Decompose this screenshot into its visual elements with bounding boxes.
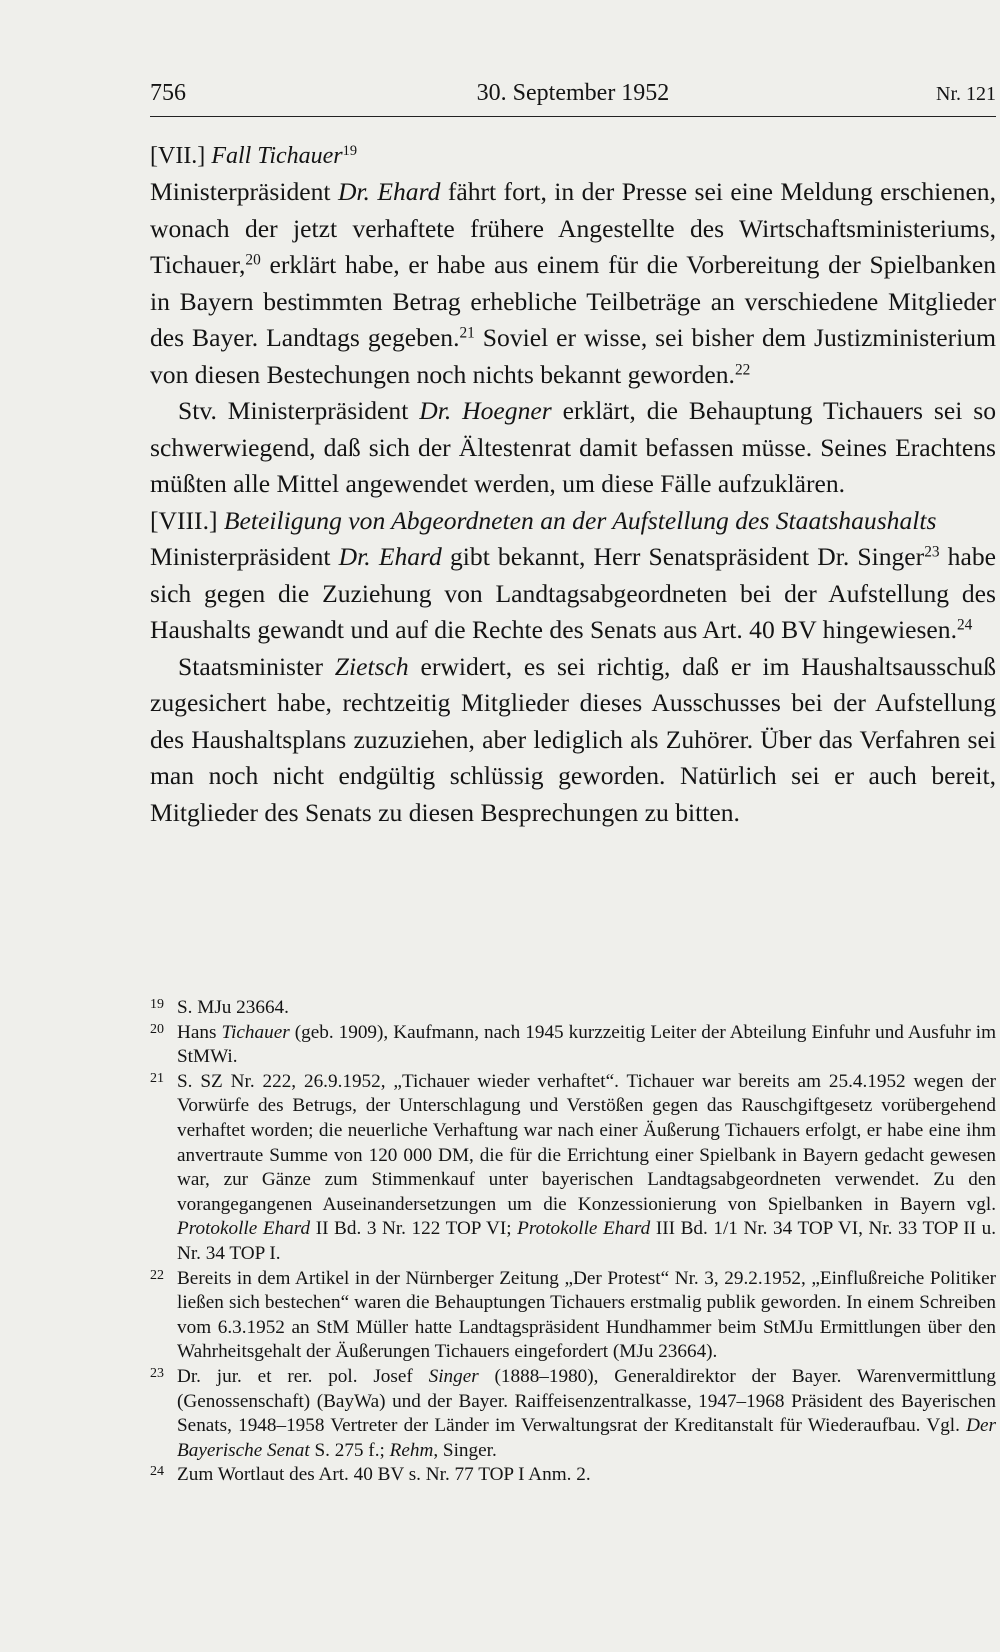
footnote-text: Zum Wortlaut des Art. 40 BV s. Nr. 77 TOP I Anm. 2. <box>177 1464 591 1486</box>
paragraph <box>150 174 996 393</box>
footnote-text: (1888–1980), Generaldirektor der Bayer. Warenvermittlung (Genossenschaft) (BayWa) und der Bayer. Raiffeisenzentralkasse, 1947–1968 Präsident des Bayerischen Senats, 1948–1958 Vertreter der Länder im Verwaltungsrat der Kreditanstalt für Wiederaufbau. Vgl. <box>177 1365 997 1437</box>
paragraph <box>150 393 996 503</box>
footnote-ref: 19 <box>342 143 358 160</box>
header-date: 30. September 1952 <box>476 80 670 106</box>
section-title: Fall Tichauer <box>211 143 343 169</box>
main-text <box>150 138 996 831</box>
text-run: Ministerpräsident <box>150 177 338 206</box>
footnote-ref: 24 <box>957 616 973 634</box>
text-run: erwidert, es sei richtig, daß er im Haushaltsausschuß zugesichert habe, rechtzeitig Mitglieder dieses Ausschusses bei der Aufstellung des Haushaltsplans zuzuziehen, aber lediglich als Zuhörer. Über das Verfahren sei man noch nicht endgültig schlüssig geworden. Natürlich sei er auch bereit, Mitglieder des Senats zu diesen Besprechungen zu bitten. <box>150 651 996 827</box>
footnote-text: Tichauer <box>221 1021 290 1043</box>
section-title: Beteiligung von Abgeordneten an der Aufstellung des Staatshaushalts <box>223 505 937 535</box>
footnote-number: 21 <box>150 1070 164 1086</box>
footnote <box>150 996 996 1021</box>
paragraph <box>150 649 996 832</box>
footnote-number: 24 <box>150 1464 164 1480</box>
running-header <box>150 80 996 110</box>
footnote-text: Dr. jur. et rer. pol. Josef <box>177 1365 429 1387</box>
section-number: [VII.] <box>150 143 206 169</box>
text-run: Staatsminister <box>178 651 335 681</box>
footnote-ref: 22 <box>734 361 751 379</box>
page-number: 756 <box>150 80 186 106</box>
speaker-name: Hoegner <box>462 396 552 425</box>
footnote <box>150 1267 996 1365</box>
footnote <box>150 1070 996 1267</box>
footnote-number: 22 <box>150 1267 164 1283</box>
footnote-ref: 21 <box>459 324 475 342</box>
footnote-text: Protokolle Ehard <box>517 1218 651 1240</box>
footnote-text: Hans <box>177 1021 222 1043</box>
issue-number: Nr. 121 <box>936 83 996 105</box>
section-number: [VIII.] <box>150 505 218 535</box>
speaker-name: Ehard <box>378 542 442 571</box>
header-rule <box>150 116 996 117</box>
text-run: Soviel er wisse, sei bisher dem Justizministerium von diesen Bestechungen noch nichts bekannt geworden. <box>150 323 996 389</box>
text-run: fährt fort, in der Presse sei eine Meldung erschienen, wonach der jetzt verhaftete frühere Angestellte des Wirtschaftsministeriums, Tichauer, <box>150 177 997 279</box>
text-run: erklärt, die Behauptung Tichauers sei so schwerwiegend, daß sich der Ältestenrat damit befassen müsse. Seines Erachtens müßten alle Mittel angewendet werden, um diese Fälle aufzuklären. <box>150 396 997 498</box>
footnote-text: Protokolle Ehard <box>177 1218 311 1240</box>
text-run: Ministerpräsident <box>150 542 339 571</box>
footnote-text: Singer <box>428 1365 479 1387</box>
paragraph <box>150 539 996 649</box>
footnote <box>150 1463 996 1488</box>
footnote-number: 23 <box>150 1365 164 1381</box>
text-run: habe sich gegen die Zuziehung von Landtagsabgeordneten bei der Aufstellung des Haushalts gewandt und auf die Rechte des Senats aus Art. 40 BV hingewiesen. <box>150 542 996 644</box>
footnote-text: S. 275 f.; <box>309 1439 390 1461</box>
footnote-number: 20 <box>150 1021 164 1037</box>
footnote-ref: 23 <box>924 543 940 561</box>
footnote-ref: 20 <box>245 251 261 269</box>
text-run: Dr. <box>337 177 378 206</box>
text-run: gibt bekannt, Herr Senatspräsident Dr. Singer <box>441 542 925 571</box>
section-heading-viii <box>150 503 996 540</box>
text-run: Dr. <box>338 542 379 571</box>
footnote-text: S. MJu 23664. <box>177 997 289 1018</box>
text-run: erklärt habe, er habe aus einem für die Vorbereitung der Spielbanken in Bayern bestimmten Betrag erhebliche Teilbeträge an verschiedene Mitglieder des Bayer. Landtags gegeben. <box>150 250 996 352</box>
text-run: Dr. <box>419 396 463 425</box>
footnote-text: Bereits in dem Artikel in der Nürnberger Zeitung „Der Protest“ Nr. 3, 29.2.1952, „Einflußreiche Politiker ließen sich bestechen“ waren die Behauptungen Tichauers erstmalig publik geworden. In einem Schreiben vom 6.3.1952 an StM Müller hatte Landtagspräsident Hundhammer beim StMJu Ermittlungen über den Wahrheitsgehalt der Äußerungen Tichauers eingefordert (MJu 23664). <box>177 1267 996 1363</box>
footnotes <box>150 996 996 1488</box>
footnote <box>150 1021 996 1070</box>
section-heading-vii <box>150 138 996 174</box>
footnote-text: III Bd. 1/1 Nr. 34 TOP VI, Nr. 33 TOP II u. Nr. 34 TOP I. <box>177 1218 996 1264</box>
speaker-name: Ehard <box>377 177 441 206</box>
footnote-text: S. SZ Nr. 222, 26.9.1952, „Tichauer wieder verhaftet“. Tichauer war bereits am 25.4.1952 wegen der Vorwürfe des Betrugs, der Unterschlagung und Verstößen gegen das Rauschgiftgesetz vorübergehend verhaftet worden; die neuerliche Verhaftung war nach einer Äußerung Tichauers erfolgt, er habe eine ihm anvertraute Summe von 120 000 DM, die für die Errichtung einer Spielbank in Bayern gedacht gewesen war, zur Gänze zum Stimmenkauf unter bayerischen Landtagsabgeordneten verwendet. Zu den vorangegangenen Auseinandersetzungen um die Konzessionierung von Spielbanken in Bayern vgl. <box>177 1070 996 1215</box>
footnote-number: 19 <box>150 997 164 1012</box>
footnote-text: (geb. 1909), Kaufmann, nach 1945 kurzzeitig Leiter der Abteilung Einfuhr und Ausfuhr im StMWi. <box>177 1021 997 1068</box>
footnote-text: , Singer. <box>433 1439 497 1461</box>
footnote-text: Der Bayerische Senat <box>177 1415 996 1461</box>
footnote <box>150 1365 996 1463</box>
footnote-text: Rehm <box>389 1439 434 1461</box>
speaker-name: Zietsch <box>334 651 409 681</box>
footnote-text: II Bd. 3 Nr. 122 TOP VI; <box>310 1218 518 1240</box>
text-run: Stv. Ministerpräsident <box>178 396 420 425</box>
